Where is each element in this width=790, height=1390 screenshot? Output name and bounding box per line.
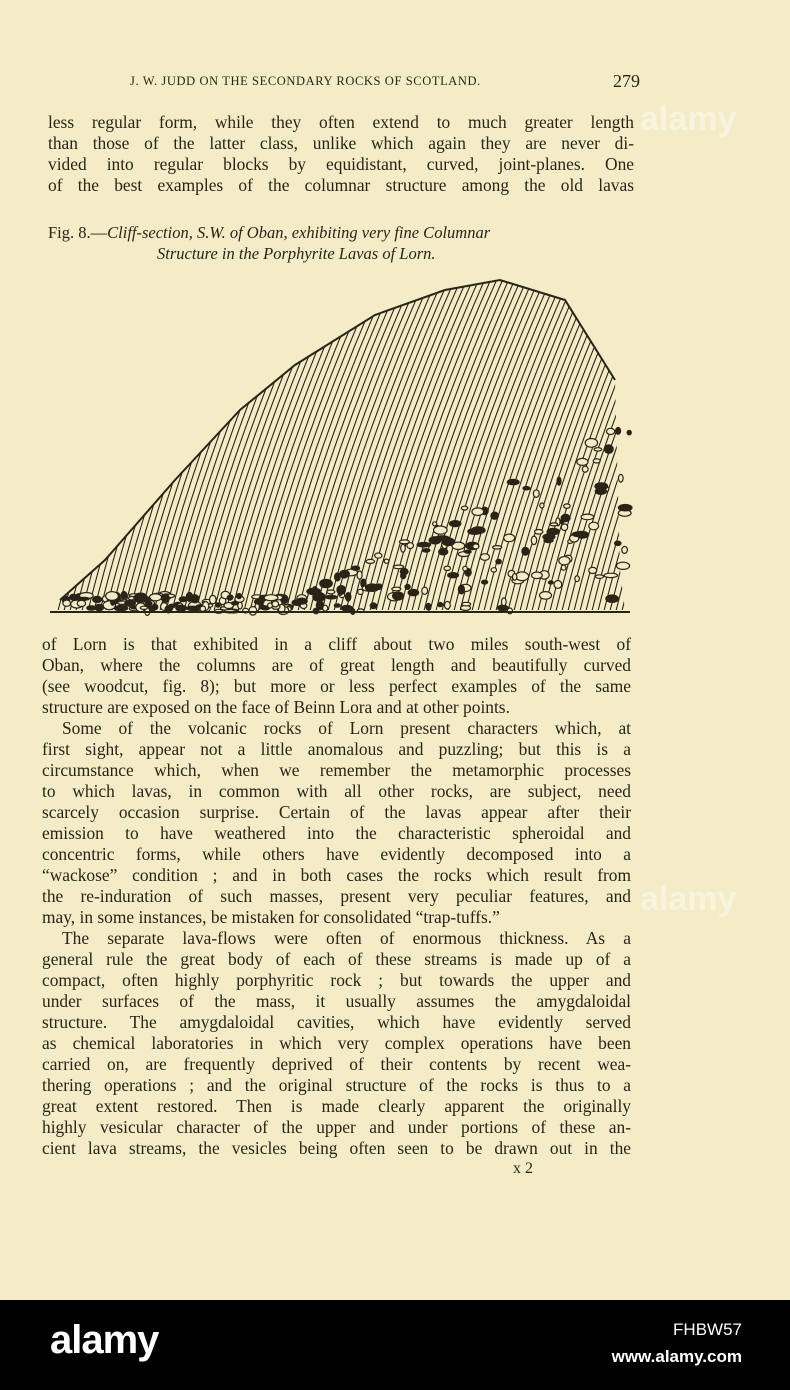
rubble-stone <box>366 559 375 563</box>
hatch-line <box>69 270 189 615</box>
hatch-line <box>225 270 345 615</box>
hatch-line <box>375 270 495 615</box>
rubble-stone <box>561 565 566 570</box>
rubble-stone <box>615 541 621 545</box>
hatch-line <box>405 270 525 615</box>
hatch-line <box>45 270 93 615</box>
rubble-stone <box>589 567 597 573</box>
rubble-stone <box>540 592 552 600</box>
rubble-stone <box>200 606 205 611</box>
rubble-stone <box>544 538 553 542</box>
rubble-stone <box>358 589 363 594</box>
rubble-stone <box>604 573 617 577</box>
text-line: structure are exposed on the face of Beinn Lora and at other points. <box>42 697 510 717</box>
hatch-line <box>237 270 357 615</box>
hatch-line <box>315 270 435 615</box>
text-line: than those of the latter class, unlike which again they are never di- <box>48 133 634 153</box>
rubble-stone <box>557 477 561 485</box>
rubble-stone <box>548 581 553 584</box>
rubble-stone <box>169 604 176 608</box>
watermark-2: alamy <box>640 880 737 918</box>
cliff-woodcut-illustration <box>45 270 635 620</box>
hatch-line <box>123 270 243 615</box>
text-line: concentric forms, while others have evidently decomposed into a <box>42 844 631 864</box>
hatch-line <box>45 270 69 615</box>
rubble-stone <box>125 600 136 606</box>
text-line: to which lavas, in common with all other rocks, are subject, need <box>42 781 631 801</box>
hatch-line <box>513 270 633 615</box>
rubble-stone <box>480 554 489 561</box>
rubble-stone <box>426 603 431 610</box>
rubble-stone <box>491 512 498 519</box>
hatch-line <box>189 270 309 615</box>
rubble-stone <box>337 586 346 595</box>
running-header <box>130 71 640 91</box>
rubble-stone <box>422 549 430 552</box>
text-line: (see woodcut, fig. 8); but more or less perfect examples of the same <box>42 676 631 696</box>
rubble-stone <box>231 602 238 605</box>
text-line: scarcely occasion surprise. Certain of the lavas appear after their <box>42 802 631 822</box>
hatch-line <box>183 270 303 615</box>
text-line: compact, often highly porphyritic rock ; but towards the upper and <box>42 970 631 990</box>
hatch-line <box>297 270 417 615</box>
hatch-line <box>105 270 225 615</box>
hatch-line <box>213 270 333 615</box>
rubble-stone <box>140 606 147 609</box>
rubble-stone <box>445 601 451 609</box>
figure-caption-line1 <box>48 222 490 243</box>
rubble-stone <box>443 538 455 546</box>
hatch-line <box>135 270 255 615</box>
hatch-line <box>291 270 411 615</box>
rubble-stone <box>463 566 468 571</box>
hatch-line <box>45 270 105 615</box>
hatch-line <box>633 270 635 615</box>
hatch-line <box>45 270 99 615</box>
rubble-stone <box>572 532 584 537</box>
text-line: less regular form, while they often extend to much greater length <box>48 112 634 132</box>
hatch-line <box>63 270 183 615</box>
rubble-stone <box>585 439 597 448</box>
rubble-stone <box>582 466 588 472</box>
rubble-stone <box>340 570 350 577</box>
rubble-stone <box>237 594 242 599</box>
hatch-line <box>471 270 591 615</box>
hatch-line <box>51 270 171 615</box>
rubble-stone <box>595 575 603 579</box>
hatch-line <box>255 270 375 615</box>
text-line: circumstance which, when we remember the metamorphic processes <box>42 760 631 780</box>
rubble-stone <box>577 458 588 465</box>
hatch-line <box>411 270 531 615</box>
rubble-stone <box>547 528 559 534</box>
rubble-stone <box>162 594 169 603</box>
rubble-stone <box>216 603 220 607</box>
rubble-stone <box>145 601 152 605</box>
rubble-stone <box>63 600 71 606</box>
rubble-stone <box>532 572 543 579</box>
rubble-stone <box>93 596 102 602</box>
rubble-stone <box>327 590 335 594</box>
rubble-stone <box>504 534 515 542</box>
hatch-line <box>393 270 513 615</box>
hatch-line <box>279 270 399 615</box>
rubble-stone <box>559 557 570 565</box>
rubble-stone <box>581 514 594 520</box>
rubble-stone <box>313 592 325 601</box>
rubble-stone <box>448 573 459 578</box>
hatch-line <box>45 270 51 615</box>
hatch-line <box>453 270 573 615</box>
hatch-line <box>171 270 291 615</box>
hatch-line <box>45 270 123 615</box>
text-line: general rule the great body of each of these streams is made up of a <box>42 949 631 969</box>
rubble-stone <box>619 474 624 482</box>
rubble-stone <box>384 559 389 563</box>
rubble-stone <box>507 479 519 484</box>
columnar-hatching <box>45 270 635 615</box>
hatch-line <box>387 270 507 615</box>
rubble-stone <box>501 598 506 606</box>
rubble-stone <box>297 598 308 604</box>
rubble-stone <box>401 544 406 552</box>
rubble-stone <box>627 430 631 434</box>
rubble-stone <box>535 530 543 535</box>
rubble-stone <box>405 584 410 589</box>
hatch-line <box>57 270 177 615</box>
text-line: great extent restored. Then is made clearly apparent the originally <box>42 1096 631 1116</box>
hatch-line <box>45 270 141 615</box>
rubble-stone <box>444 566 450 570</box>
rubble-stone <box>513 574 517 581</box>
text-line: Oban, where the columns are of great length and beautifully curved <box>42 655 631 675</box>
hatch-line <box>129 270 249 615</box>
rubble-stone <box>179 597 187 602</box>
hatch-line <box>45 270 57 615</box>
rubble-stone <box>550 523 558 526</box>
running-title: J. W. JUDD ON THE SECONDARY ROCKS OF SCOTLAND. <box>130 74 481 88</box>
rubble-stone <box>531 536 536 544</box>
text-line: under surfaces of the mass, it usually assumes the amygdaloidal <box>42 991 631 1011</box>
rubble-stone <box>472 508 484 516</box>
hatch-line <box>201 270 321 615</box>
hatch-line <box>165 270 285 615</box>
hatch-line <box>381 270 501 615</box>
hatch-line <box>195 270 315 615</box>
hatch-line <box>339 270 459 615</box>
rubble-stone <box>461 506 467 510</box>
hatch-line <box>75 270 195 615</box>
rubble-stone <box>422 587 428 594</box>
rubble-stone <box>401 573 406 579</box>
rubble-stone <box>272 601 279 607</box>
rubble-stone <box>334 604 340 607</box>
rubble-stone <box>438 603 443 607</box>
text-line: “wackose” condition ; and in both cases the rocks which result from <box>42 865 631 885</box>
rubble-stone <box>393 565 403 569</box>
rubble-stone <box>465 550 472 553</box>
text-line: vided into regular blocks by equidistant, curved, joint-planes. One <box>48 154 634 174</box>
hatch-line <box>447 270 567 615</box>
hatch-line <box>45 270 129 615</box>
hatch-line <box>423 270 543 615</box>
hatch-line <box>333 270 453 615</box>
rubble-stone <box>575 576 580 582</box>
rubble-stone <box>417 543 431 547</box>
rubble-stone <box>210 595 217 603</box>
rubble-stone <box>352 566 360 570</box>
rubble-stone <box>320 579 333 587</box>
rubble-stone <box>618 505 632 511</box>
rubble-stone <box>493 546 502 549</box>
rubble-stone <box>554 581 562 589</box>
hatch-line <box>45 270 165 615</box>
rubble-stone <box>375 553 382 558</box>
rubble-stone <box>606 595 619 602</box>
rubble-stone <box>522 547 529 555</box>
image-id: FHBW57 <box>673 1320 742 1339</box>
rubble-stone <box>326 595 337 599</box>
rubble-stone <box>121 592 127 600</box>
rubble-stone <box>370 603 376 609</box>
rubble-stone <box>106 592 119 601</box>
rubble-stone <box>227 595 232 600</box>
rubble-stone <box>523 487 530 490</box>
hatch-line <box>99 270 219 615</box>
footer-url: www.alamy.com <box>611 1347 742 1366</box>
rubble-stone <box>593 459 600 463</box>
rubble-stone <box>399 540 409 544</box>
rubble-stone <box>458 585 464 594</box>
hatch-line <box>159 270 279 615</box>
rubble-stone <box>561 524 567 531</box>
watermark: alamy <box>640 100 737 138</box>
hatch-line <box>243 270 363 615</box>
hatch-line <box>45 270 87 615</box>
rubble-stone <box>482 580 488 584</box>
figure-caption-text-2: Structure in the Porphyrite Lavas of Lorn. <box>157 244 436 263</box>
text-line: first sight, appear not a little anomalous and puzzling; but this is a <box>42 739 631 759</box>
signature-mark: x 2 <box>513 1160 533 1177</box>
hatch-line <box>429 270 549 615</box>
hatch-line <box>87 270 207 615</box>
rubble-stone <box>313 587 317 593</box>
rubble-stone <box>540 503 544 508</box>
hatch-line <box>81 270 201 615</box>
rubble-stone <box>439 549 448 555</box>
text-line: may, in some instances, be mistaken for consolidated “trap-tuffs.” <box>42 907 500 927</box>
rubble-stone <box>622 546 628 553</box>
rubble-stone <box>434 526 448 534</box>
hatch-line <box>357 270 477 615</box>
figure-caption-text: Cliff-section, S.W. of Oban, exhibiting very fine Columnar <box>107 223 491 242</box>
rubble-stone <box>176 605 187 611</box>
rubble-stone <box>87 606 96 610</box>
hatch-line <box>177 270 297 615</box>
rubble-stone <box>533 490 539 498</box>
hatch-line <box>207 270 327 615</box>
rubble-stone <box>346 593 351 601</box>
text-line: as chemical laboratories in which very complex operations have been <box>42 1033 631 1053</box>
hatch-line <box>45 270 81 615</box>
hatch-line <box>111 270 231 615</box>
rubble-stone <box>77 600 85 606</box>
hatch-line <box>93 270 213 615</box>
hatch-line <box>45 270 135 615</box>
rubble-stone <box>462 602 471 606</box>
rubble-stone <box>564 504 570 508</box>
rubble-stone <box>264 595 278 601</box>
hatch-line <box>45 270 147 615</box>
text-line: The separate lava-flows were often of enormous thickness. As a <box>62 928 631 948</box>
text-line: highly vesicular character of the upper and under portions of these an- <box>42 1117 631 1137</box>
hatch-line <box>141 270 261 615</box>
rubble-stone <box>408 589 419 595</box>
rubble-stone <box>357 571 362 579</box>
rubble-stone <box>589 522 599 530</box>
hatch-line <box>153 270 273 615</box>
rubble-stone <box>450 521 461 527</box>
figure-label: Fig. 8.— <box>48 223 108 242</box>
hatch-line <box>219 270 339 615</box>
rubble-stone <box>496 559 501 564</box>
rubble-stone <box>607 428 615 434</box>
text-line: carried on, are frequently deprived of their contents by recent wea- <box>42 1054 631 1074</box>
hatch-line <box>147 270 267 615</box>
text-line: thering operations ; and the original structure of the rocks is thus to a <box>42 1075 631 1095</box>
rubble-stone <box>616 562 629 569</box>
rubble-stone <box>141 595 146 601</box>
rubble-stone <box>595 488 606 494</box>
rubble-stone <box>335 573 341 581</box>
hatch-line <box>249 270 369 615</box>
text-line: of Lorn is that exhibited in a cliff about two miles south-west of <box>42 634 631 654</box>
rubble-stone <box>473 544 479 549</box>
text-line: structure. The amygdaloidal cavities, which have evidently served <box>42 1012 631 1032</box>
page-number: 279 <box>613 71 640 91</box>
hatch-line <box>435 270 555 615</box>
hatch-line <box>45 270 75 615</box>
hatch-line <box>417 270 537 615</box>
hatch-line <box>363 270 483 615</box>
rubble-stone <box>392 587 401 591</box>
stock-footer-bar <box>0 1300 790 1390</box>
rubble-stone <box>323 605 328 611</box>
rubble-stone <box>491 568 496 572</box>
hatch-line <box>117 270 237 615</box>
rubble-stone <box>249 607 257 616</box>
text-line: Some of the volcanic rocks of Lorn present characters which, at <box>62 718 631 738</box>
rubble-stone <box>114 606 127 611</box>
alamy-logo: alamy <box>50 1318 159 1362</box>
rubble-stone <box>468 529 482 535</box>
rubble-stone <box>76 597 89 600</box>
text-line: of the best examples of the columnar structure among the old lavas <box>48 175 634 195</box>
rubble-stone <box>604 445 613 453</box>
hatch-line <box>273 270 393 615</box>
rubble-stone <box>393 592 404 600</box>
text-line: emission to have weathered into the characteristic spheroidal and <box>42 823 631 843</box>
hatch-line <box>321 270 441 615</box>
figure-caption-line2 <box>157 243 436 264</box>
rubble-stone <box>594 448 602 451</box>
hatch-line <box>45 270 63 615</box>
rubble-stone <box>366 584 379 591</box>
text-line: cient lava streams, the vesicles being often seen to be drawn out in the <box>42 1138 631 1158</box>
hatch-line <box>231 270 351 615</box>
rubble-stone <box>616 428 621 435</box>
text-line: the re-induration of such masses, present very peculiar features, and <box>42 886 631 906</box>
rubble-stone <box>254 599 264 604</box>
